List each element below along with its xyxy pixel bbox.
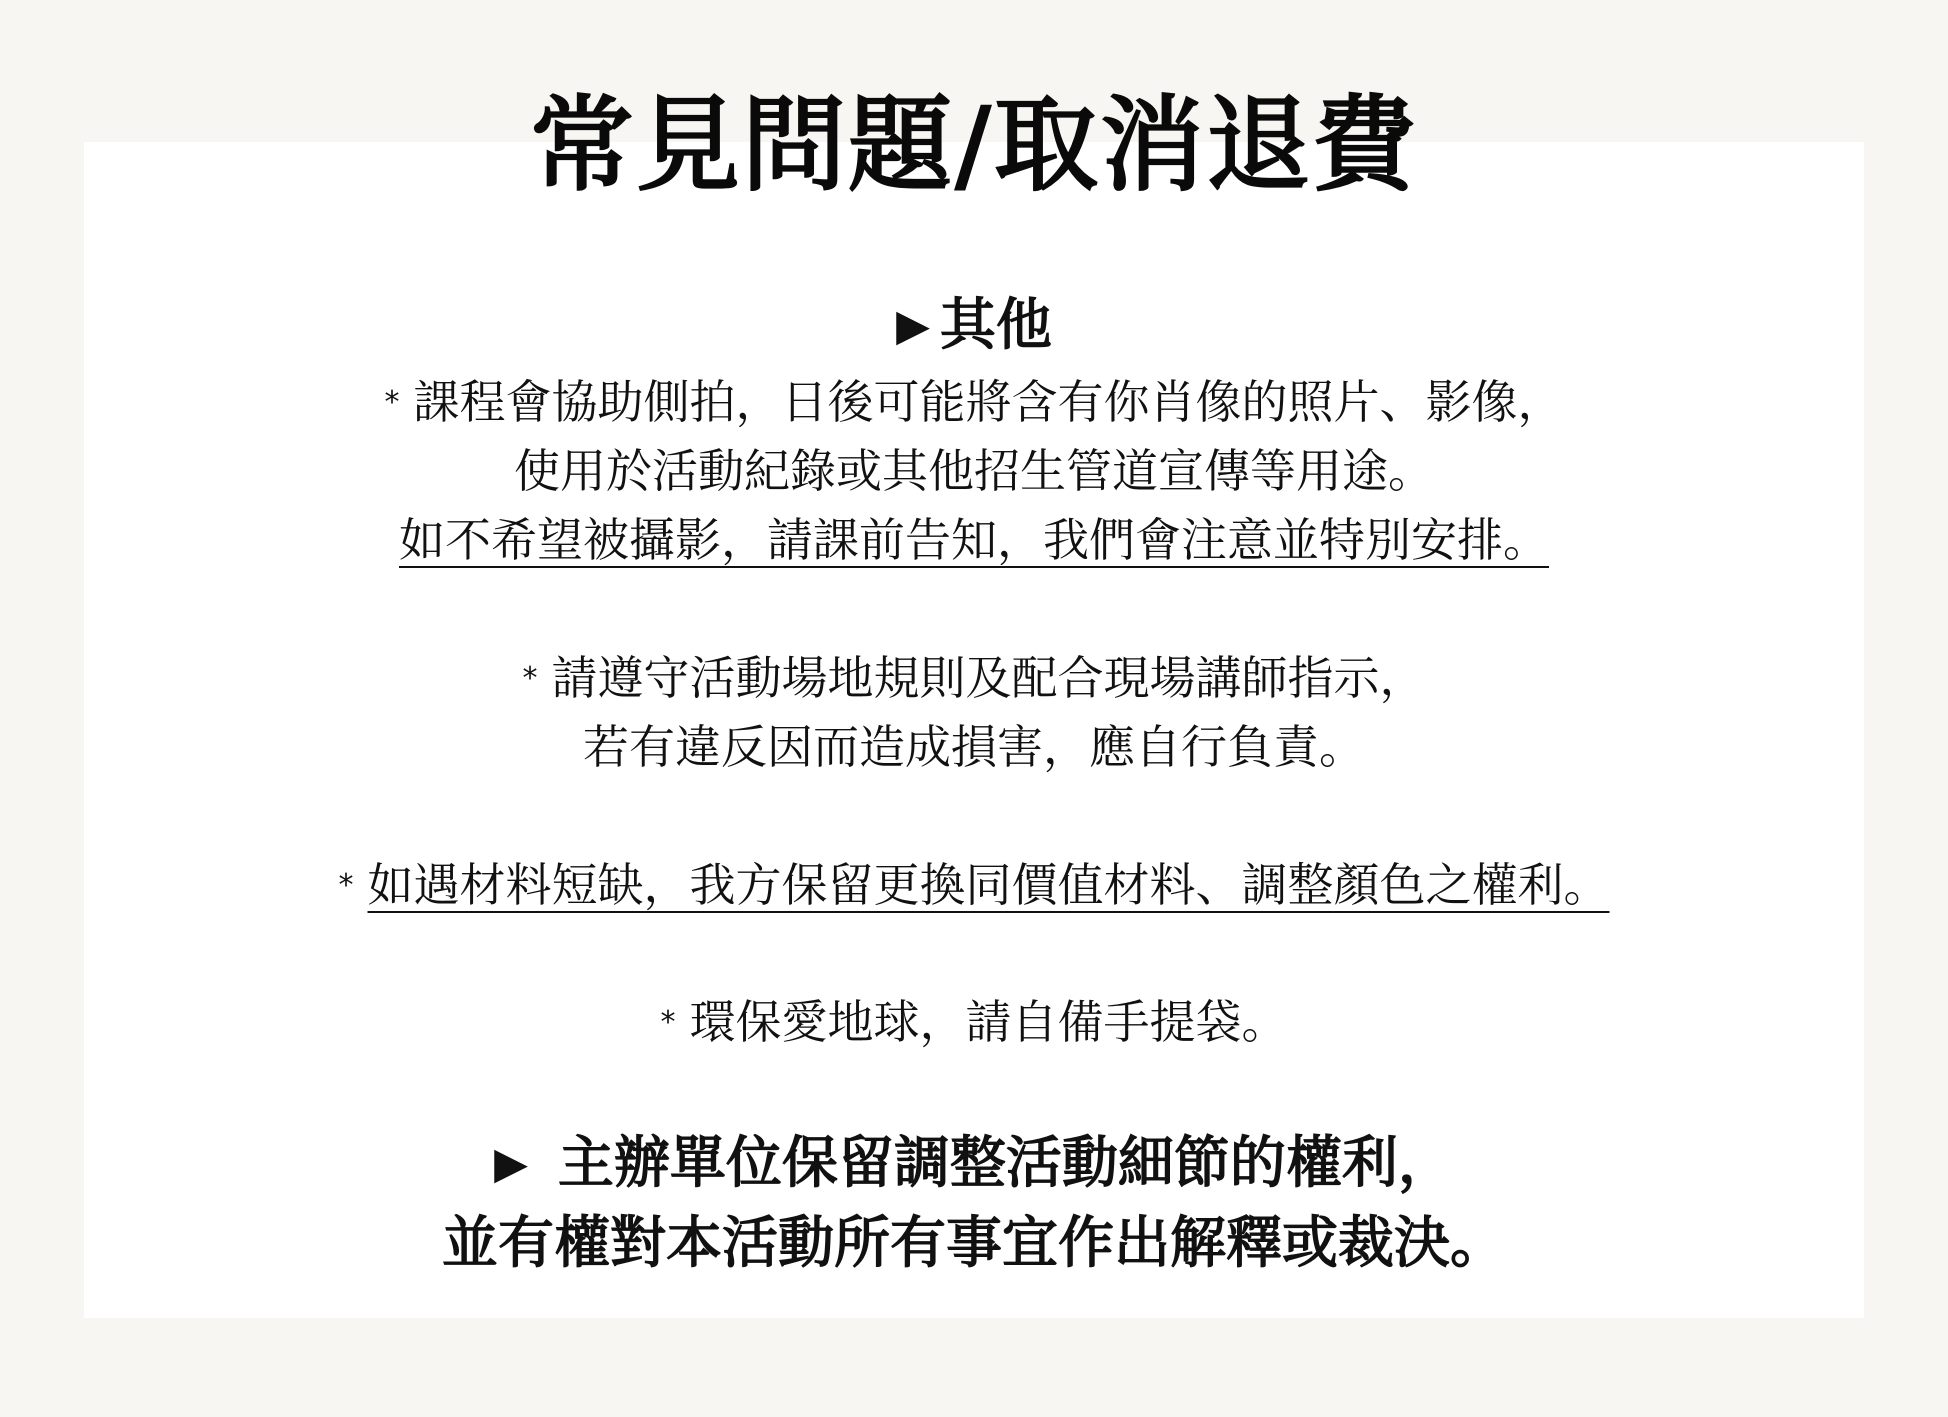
item-1-text-2: 使用於活動紀錄或其他招生管道宣傳等用途。 [514, 444, 1434, 498]
item-4-line-1 [0, 992, 1948, 1053]
item-1-text-3-underlined: 如不希望被攝影，請課前告知，我們會注意並特別安排。 [399, 513, 1549, 567]
item-2-text-2: 若有違反因而造成損害，應自行負責。 [583, 720, 1365, 774]
item-3-text-1: 如遇材料短缺，我方保留更換同價值材料、調整顏色之權利。 [367, 858, 1610, 912]
asterisk-icon: * [522, 661, 538, 696]
section-heading-label: 其他 [939, 293, 1052, 358]
item-4-text-1: 環保愛地球，請自備手提袋。 [689, 995, 1288, 1049]
notice-line-2 [0, 1207, 1948, 1281]
item-2-text-1: 請遵守活動場地規則及配合現場講師指示， [551, 651, 1426, 705]
play-arrow-icon: ▶ [896, 300, 930, 351]
item-1-line-3 [0, 510, 1948, 570]
asterisk-icon: * [384, 385, 400, 420]
item-1-line-2 [0, 441, 1948, 501]
asterisk-icon: * [660, 1005, 676, 1040]
notice-text-1: 主辦單位保留調整活動細節的權利， [557, 1131, 1454, 1196]
notice-line-1 [0, 1127, 1948, 1201]
page-title: 常見問題/取消退費 [530, 84, 1418, 206]
play-arrow-icon: ▶ [494, 1138, 528, 1189]
item-3-underlined [339, 858, 1610, 912]
asterisk-icon: * [338, 868, 354, 903]
section-heading [0, 290, 1948, 362]
item-1-line-1 [0, 372, 1948, 433]
item-2-line-1 [0, 648, 1948, 709]
item-1-text-1: 課程會協助側拍，日後可能將含有你肖像的照片、影像， [413, 375, 1564, 429]
notice-text-2: 並有權對本活動所有事宜作出解釋或裁決。 [442, 1211, 1506, 1276]
item-2-line-2 [0, 717, 1948, 777]
item-3-line-1 [0, 855, 1948, 916]
